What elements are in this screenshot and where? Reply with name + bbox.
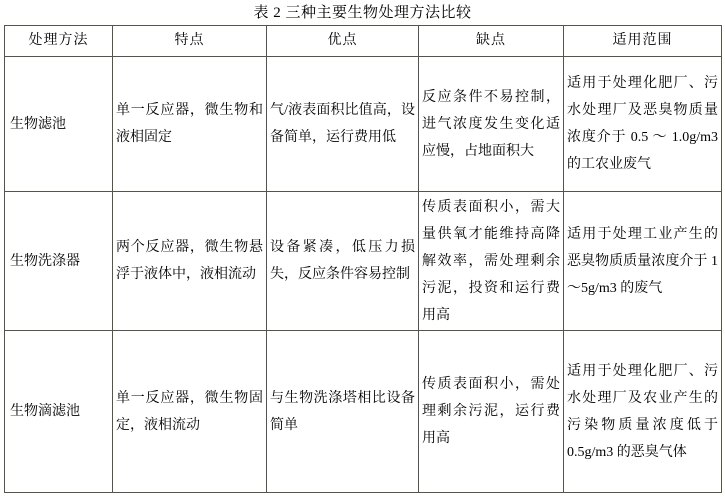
header-scope: 适用范围 [564,26,722,57]
cell-method: 生物滤池 [5,57,113,192]
cell-disadvantage: 传质表面积小，需大量供氧才能维持高降解效率，需处理剩余污泥，投资和运行费用高 [419,192,564,331]
cell-feature: 单一反应器，微生物和液相固定 [113,57,267,192]
cell-scope: 适用于处理工业产生的恶臭物质质量浓度介于 1～5g/m3 的废气 [564,192,722,331]
table-caption: 表 2 三种主要生物处理方法比较 [253,5,472,21]
table-row [5,331,722,493]
cell-scope: 适用于处理化肥厂、污水处理厂及恶臭物质量浓度介于 0.5 ～ 1.0g/m3 的工农业废气 [564,57,722,192]
header-disadvantage: 缺点 [419,26,564,57]
cell-scope: 适用于处理化肥厂、污水处理厂及农业产生的污染物质量浓度低于 0.5g/m3 的恶臭气体 [564,331,722,493]
table-row [5,192,722,331]
cell-disadvantage: 反应条件不易控制，进气浓度发生变化适应慢，占地面积大 [419,57,564,192]
cell-feature: 单一反应器，微生物固定，液相流动 [113,331,267,493]
header-method: 处理方法 [5,26,113,57]
cell-feature: 两个反应器，微生物悬浮于液体中，液相流动 [113,192,267,331]
comparison-table [4,25,722,493]
cell-method: 生物滴滤池 [5,331,113,493]
cell-advantage: 设备紧凑，低压力损失，反应条件容易控制 [267,192,419,331]
header-advantage: 优点 [267,26,419,57]
cell-method: 生物洗涤器 [5,192,113,331]
header-feature: 特点 [113,26,267,57]
cell-advantage: 与生物洗涤塔相比设备简单 [267,331,419,493]
table-row [5,57,722,192]
cell-advantage: 气/液表面积比值高，设备简单，运行费用低 [267,57,419,192]
header-row [5,26,722,57]
cell-disadvantage: 传质表面积小，需处理剩余污泥，运行费用高 [419,331,564,493]
